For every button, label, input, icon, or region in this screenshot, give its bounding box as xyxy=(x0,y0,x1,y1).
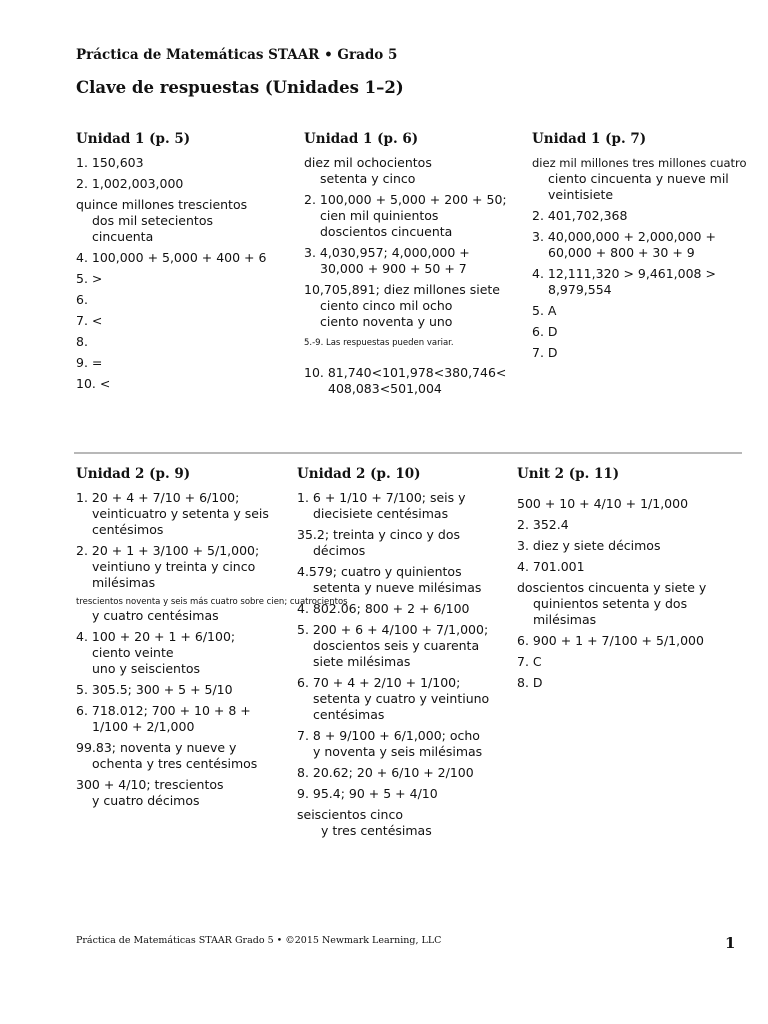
answer-item: 9. 95.4; 90 + 5 + 4/10 xyxy=(297,786,438,801)
footer-text: Práctica de Matemáticas STAAR Grado 5 • ©2015 Newmark Learning, LLC xyxy=(76,935,442,946)
answer-item: 8. 20.62; 20 + 6/10 + 2/100 xyxy=(297,765,474,780)
answer-item: 10. 81,740<101,978<380,746< 408,083<501,004 xyxy=(304,365,507,396)
answer-item: 8. xyxy=(76,334,88,349)
page-number: 1 xyxy=(725,934,736,952)
section-u2-p9 xyxy=(76,466,348,814)
answer-item: 4. 100,000 + 5,000 + 400 + 6 xyxy=(76,250,267,265)
answer-item: trescientos noventa y seis más cuatro sobre cien; cuatrocientos y cuatro centésimas xyxy=(76,597,348,623)
section-title: Unidad 2 (p. 9) xyxy=(76,466,191,482)
section-u1-p5 xyxy=(76,131,301,397)
section-u1-p7 xyxy=(532,131,757,366)
section-title: Unidad 1 (p. 5) xyxy=(76,131,191,147)
answer-item: 7. C xyxy=(517,654,542,669)
answer-item: 35.2; treinta y cinco y dos décimos xyxy=(297,527,461,558)
section-title: Unidad 1 (p. 6) xyxy=(304,131,419,147)
page-subtitle: Práctica de Matemáticas STAAR • Grado 5 xyxy=(76,47,398,63)
answer-item: 4. 12,111,320 > 9,461,008 > 8,979,554 xyxy=(532,266,716,297)
answer-item: 3. 40,000,000 + 2,000,000 + 60,000 + 800 + 30 + 9 xyxy=(532,229,716,260)
answer-item: 5. > xyxy=(76,271,103,286)
answer-item: 7. D xyxy=(532,345,558,360)
answer-item: seiscientos cinco y tres centésimas xyxy=(297,807,432,838)
section-title: Unit 2 (p. 11) xyxy=(517,466,620,482)
answer-item: 2. 401,702,368 xyxy=(532,208,628,223)
answer-item: 4. 100 + 20 + 1 + 6/100; ciento veinte uno y seiscientos xyxy=(76,629,236,676)
answer-item: 300 + 4/10; trescientos y cuatro décimos xyxy=(76,777,224,808)
answer-item: diez mil millones tres millones cuatro ciento cincuenta y nueve mil veintisiete xyxy=(532,156,747,202)
answer-item: 3. diez y siete décimos xyxy=(517,538,661,553)
answer-item: 8. D xyxy=(517,675,543,690)
answer-item: 1. 20 + 4 + 7/10 + 6/100; veinticuatro y setenta y seis centésimos xyxy=(76,490,269,537)
answer-item: 10,705,891; diez millones siete ciento cinco mil ocho ciento noventa y uno xyxy=(304,282,500,329)
answer-item: diez mil ochocientos setenta y cinco xyxy=(304,155,432,186)
answer-item: 6. 718.012; 700 + 10 + 8 + 1/100 + 2/1,000 xyxy=(76,703,251,734)
section-u1-p6 xyxy=(304,131,529,402)
answer-item: doscientos cincuenta y siete y quinientos setenta y dos milésimas xyxy=(517,580,707,627)
answer-item: 5. A xyxy=(532,303,557,318)
answer-item: 6. D xyxy=(532,324,558,339)
answer-item: 6. 70 + 4 + 2/10 + 1/100; setenta y cuatro y veintiuno centésimas xyxy=(297,675,490,722)
answer-item: 2. 352.4 xyxy=(517,517,569,532)
answer-item: 2. 1,002,003,000 xyxy=(76,176,184,191)
answer-item: 10. < xyxy=(76,376,111,391)
section-u2-p10 xyxy=(297,466,522,844)
answer-item: 7. 8 + 9/100 + 6/1,000; ocho y noventa y seis milésimas xyxy=(297,728,483,759)
answer-item: 4. 802.06; 800 + 2 + 6/100 xyxy=(297,601,470,616)
answer-item: 6. xyxy=(76,292,88,307)
answer-item: 3. 4,030,957; 4,000,000 + 30,000 + 900 + 50 + 7 xyxy=(304,245,470,276)
answer-item: 4.579; cuatro y quinientos setenta y nueve milésimas xyxy=(297,564,482,595)
answer-item: 1. 150,603 xyxy=(76,155,144,170)
section-u2-p11 xyxy=(517,466,742,696)
answer-item: 1. 6 + 1/10 + 7/100; seis y diecisiete centésimas xyxy=(297,490,466,521)
answer-item: 9. = xyxy=(76,355,103,370)
section-title: Unidad 1 (p. 7) xyxy=(532,131,647,147)
answer-item: 2. 20 + 1 + 3/100 + 5/1,000; veintiuno y treinta y cinco milésimas xyxy=(76,543,260,590)
answer-item: 5. 200 + 6 + 4/100 + 7/1,000; doscientos seis y cuarenta siete milésimas xyxy=(297,622,489,669)
answer-item: 4. 701.001 xyxy=(517,559,585,574)
answer-note: 5.-9. Las respuestas pueden variar. xyxy=(304,338,454,348)
answer-item: quince millones trescientos dos mil setecientos cincuenta xyxy=(76,197,248,244)
answer-item: 6. 900 + 1 + 7/100 + 5/1,000 xyxy=(517,633,704,648)
answer-item: 5. 305.5; 300 + 5 + 5/10 xyxy=(76,682,233,697)
page-title: Clave de respuestas (Unidades 1–2) xyxy=(76,78,404,97)
answer-item: 500 + 10 + 4/10 + 1/1,000 xyxy=(517,496,689,511)
answer-item: 7. < xyxy=(76,313,103,328)
answer-item: 2. 100,000 + 5,000 + 200 + 50; cien mil quinientos doscientos cincuenta xyxy=(304,192,507,239)
answer-item: 99.83; noventa y nueve y ochenta y tres centésimos xyxy=(76,740,258,771)
section-divider xyxy=(74,452,742,454)
section-title: Unidad 2 (p. 10) xyxy=(297,466,421,482)
